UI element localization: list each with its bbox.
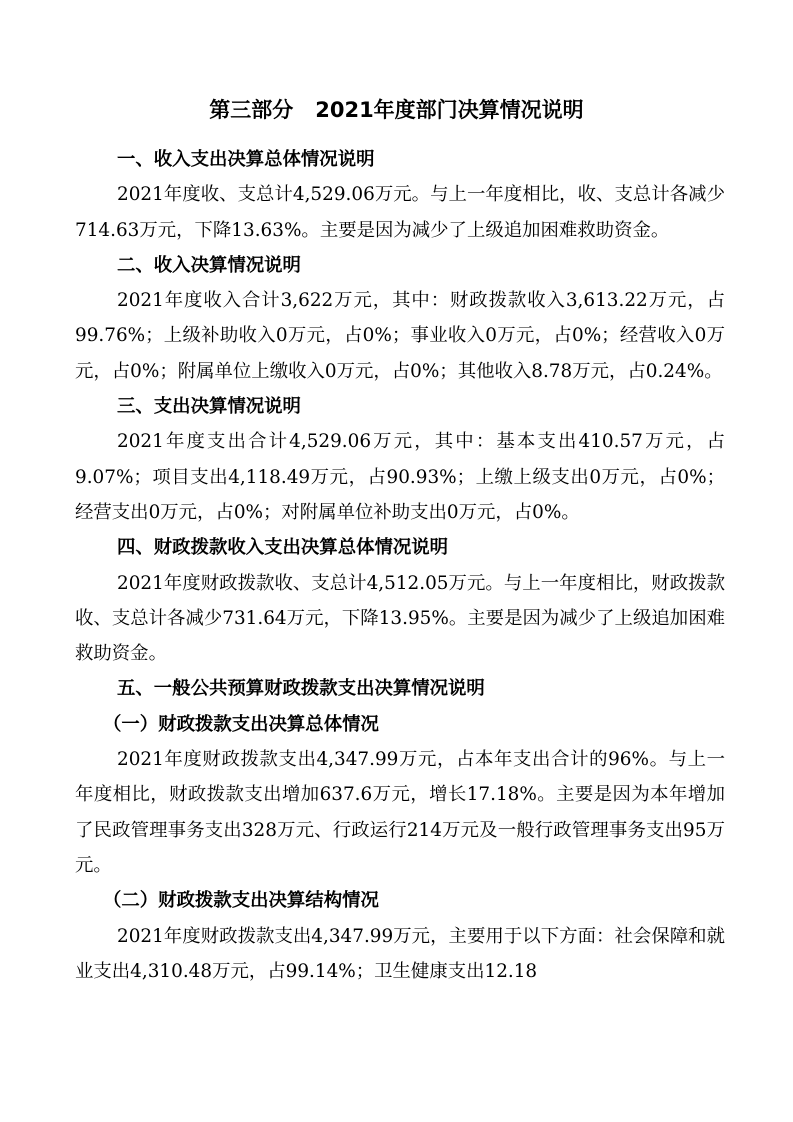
subsection-heading-5-1: （一）财政拨款支出决算总体情况 [103, 713, 379, 735]
section-heading-3: 三、支出决算情况说明 [117, 396, 301, 418]
section-heading-4: 四、财政拨款收入支出决算总体情况说明 [117, 537, 449, 559]
section-heading-1: 一、收入支出决算总体情况说明 [117, 149, 375, 170]
page-title: 第三部分 2021年度部门决算情况说明 [209, 98, 584, 122]
subsection-heading-5-2: （二）财政拨款支出决算结构情况 [103, 890, 379, 912]
document-body [75, 142, 725, 989]
subsection-paragraph-5-2: 2021年度财政拨款支出4,347.99万元，主要用于以下方面：社会保障和就业支出4,310.48万元，占99.14%；卫生健康支出12.18 [75, 925, 725, 982]
section-heading-5: 五、一般公共预算财政拨款支出决算情况说明 [117, 678, 485, 700]
section-paragraph-2: 2021年度收入合计3,622万元，其中：财政拨款收入3,613.22万元，占99.76%；上级补助收入0万元，占0%；事业收入0万元，占0%；经营收入0万元，占0%；附属单位上缴收入0万元，占0%；其他收入8.78万元，占0.24%。 [75, 290, 725, 382]
section-paragraph-3: 2021年度支出合计4,529.06万元，其中：基本支出410.57万元，占9.07%；项目支出4,118.49万元，占90.93%；上缴上级支出0万元，占0%；经营支出0万元，占0%；对附属单位补助支出0万元，占0%。 [75, 431, 725, 523]
subsection-paragraph-5-1: 2021年度财政拨款支出4,347.99万元，占本年支出合计的96%。与上一年度相比，财政拨款支出增加637.6万元，增长17.18%。主要是因为本年增加了民政管理事务支出328万元、行政运行214万元及一般行政管理事务支出95万元。 [75, 749, 725, 876]
section-heading-2: 二、收入决算情况说明 [117, 254, 301, 276]
section-paragraph-4: 2021年度财政拨款收、支总计4,512.05万元。与上一年度相比，财政拨款收、支总计各减少731.64万元，下降13.95%。主要是因为减少了上级追加困难救助资金。 [75, 572, 725, 665]
section-paragraph-1: 2021年度收、支总计4,529.06万元。与上一年度相比，收、支总计各减少714.63万元，下降13.63%。主要是因为减少了上级追加困难救助资金。 [75, 184, 725, 241]
